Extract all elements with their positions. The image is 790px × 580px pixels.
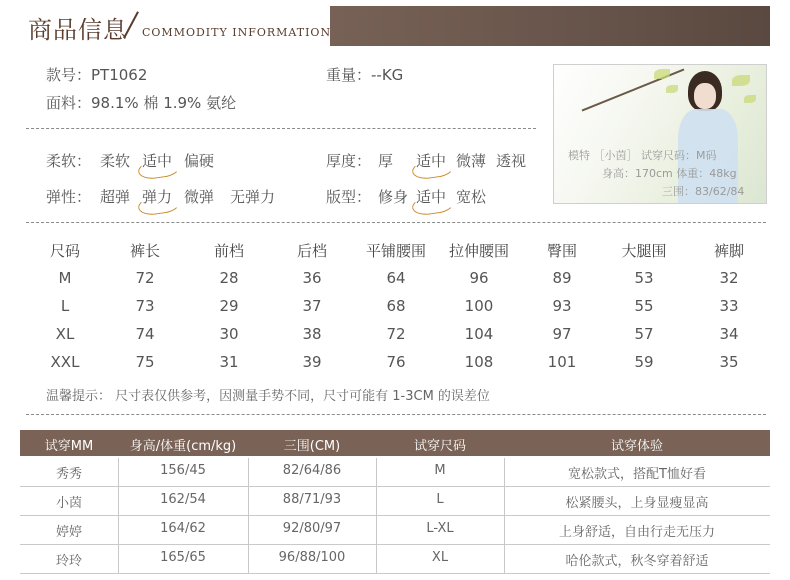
size-cell: XXL <box>50 353 80 371</box>
try-header: 身高/体重(cm/kg) <box>129 439 237 454</box>
try-cell: 165/65 <box>160 550 206 565</box>
thickness-option-selected: 适中 <box>416 152 447 170</box>
thickness-option: 厚 <box>378 152 394 170</box>
fit-option: 宽松 <box>456 188 487 206</box>
size-cell: 97 <box>552 325 572 343</box>
try-cell: 164/62 <box>160 521 206 536</box>
leaf-decoration <box>654 69 670 79</box>
model-face <box>694 83 716 109</box>
try-cell: 松紧腰头，上身显瘦显高 <box>565 496 709 511</box>
table-row <box>20 516 770 545</box>
try-cell: 156/45 <box>160 463 206 478</box>
softness-label: 柔软： <box>46 152 92 170</box>
try-cell: 162/54 <box>160 492 206 507</box>
size-cell: 101 <box>547 353 577 371</box>
try-cell: 哈伦款式，秋冬穿着舒适 <box>565 554 709 569</box>
size-cell: 30 <box>219 325 239 343</box>
photo-caption: 模特 ［小茵］ 试穿尺码：M码 <box>568 149 717 162</box>
try-cell-name: 婷婷 <box>55 525 82 540</box>
weight: 重量：--KG <box>326 66 404 84</box>
try-cell-name: 秀秀 <box>55 467 82 482</box>
size-cell: 37 <box>302 297 322 315</box>
size-cell: 76 <box>386 353 406 371</box>
try-cell: M <box>434 463 446 478</box>
size-cell: M <box>58 269 72 287</box>
try-cell: 88/71/93 <box>282 492 342 507</box>
softness-option-selected: 适中 <box>142 152 173 170</box>
size-cell: 74 <box>135 325 155 343</box>
fit-option-selected: 适中 <box>416 188 447 206</box>
size-cell: 73 <box>135 297 155 315</box>
size-cell: 108 <box>464 353 494 371</box>
style-number: 款号：PT1062 <box>46 66 148 84</box>
page-subtitle: COMMODITY INFORMATION <box>142 26 332 39</box>
try-cell-name: 小茵 <box>55 496 82 511</box>
try-cell: 96/88/100 <box>278 550 346 565</box>
model-photo <box>553 64 767 204</box>
try-cell: 宽松款式，搭配T恤好看 <box>568 467 706 482</box>
leaf-decoration <box>744 95 756 103</box>
try-header: 试穿MM <box>44 439 94 454</box>
size-cell: 33 <box>719 297 739 315</box>
size-cell: 96 <box>469 269 489 287</box>
size-cell: 55 <box>634 297 654 315</box>
size-header: 前档 <box>213 242 244 260</box>
size-cell: 53 <box>634 269 654 287</box>
thickness-option: 微薄 <box>456 152 487 170</box>
size-header: 后档 <box>296 242 327 260</box>
size-cell: 57 <box>634 325 654 343</box>
size-cell: 36 <box>302 269 322 287</box>
photo-caption: 身高：170cm 体重：48kg <box>602 167 737 180</box>
size-cell: 29 <box>219 297 239 315</box>
try-header: 三围(CM) <box>283 439 341 454</box>
table-row <box>20 545 770 574</box>
try-header: 试穿尺码 <box>413 439 466 454</box>
size-cell: 93 <box>552 297 572 315</box>
size-cell: 34 <box>719 325 739 343</box>
size-cell: 72 <box>135 269 155 287</box>
fabric: 面料：98.1% 棉 1.9% 氨纶 <box>46 94 237 112</box>
thickness-label: 厚度： <box>326 152 372 170</box>
size-cell: XL <box>55 325 75 343</box>
elasticity-option: 超弹 <box>100 188 131 206</box>
size-cell: 72 <box>386 325 406 343</box>
size-cell: 28 <box>219 269 239 287</box>
fit-label: 版型： <box>326 188 372 206</box>
elasticity-option: 无弹力 <box>230 188 276 206</box>
photo-caption: 三围：83/62/84 <box>662 185 745 198</box>
size-cell: 32 <box>719 269 739 287</box>
divider <box>26 414 766 415</box>
size-cell: 89 <box>552 269 572 287</box>
size-note: 温馨提示： 尺寸表仅供参考，因测量手势不同，尺寸可能有 1-3CM 的误差位 <box>46 389 490 404</box>
size-cell: 59 <box>634 353 654 371</box>
leaf-decoration <box>666 85 678 93</box>
size-cell: 31 <box>219 353 239 371</box>
softness-option: 柔软 <box>100 152 131 170</box>
elasticity-option: 微弹 <box>184 188 215 206</box>
size-cell: 35 <box>719 353 739 371</box>
size-cell: 104 <box>464 325 494 343</box>
leaf-decoration <box>732 75 750 86</box>
size-cell: 68 <box>386 297 406 315</box>
size-header: 臀围 <box>546 242 577 260</box>
size-header: 裤脚 <box>713 242 744 260</box>
size-cell: 38 <box>302 325 322 343</box>
try-cell-name: 玲玲 <box>55 554 82 569</box>
thickness-option: 透视 <box>496 152 527 170</box>
size-header: 大腿围 <box>621 242 667 260</box>
softness-option: 偏硬 <box>184 152 215 170</box>
size-cell: L <box>60 297 70 315</box>
try-cell: 上身舒适，自由行走无压力 <box>558 525 715 540</box>
size-header: 平铺腰围 <box>365 242 426 260</box>
table-row <box>20 458 770 487</box>
size-header: 拉伸腰围 <box>448 242 509 260</box>
try-cell: 92/80/97 <box>282 521 342 536</box>
divider <box>26 128 536 129</box>
size-header: 裤长 <box>129 242 160 260</box>
try-cell: XL <box>431 550 449 565</box>
try-cell: L <box>436 492 444 507</box>
size-cell: 75 <box>135 353 155 371</box>
size-cell: 64 <box>386 269 406 287</box>
size-cell: 100 <box>464 297 494 315</box>
size-header: 尺码 <box>49 242 80 260</box>
table-row <box>20 487 770 516</box>
try-cell: 82/64/86 <box>282 463 342 478</box>
try-header: 试穿体验 <box>610 439 663 454</box>
page-title: 商品信息 <box>28 16 128 44</box>
try-cell: L-XL <box>426 521 454 536</box>
elasticity-label: 弹性： <box>46 188 92 206</box>
elasticity-option-selected: 弹力 <box>142 188 173 206</box>
size-cell: 39 <box>302 353 322 371</box>
try-table-header <box>20 430 770 456</box>
fit-option: 修身 <box>378 188 409 206</box>
divider <box>26 222 766 223</box>
